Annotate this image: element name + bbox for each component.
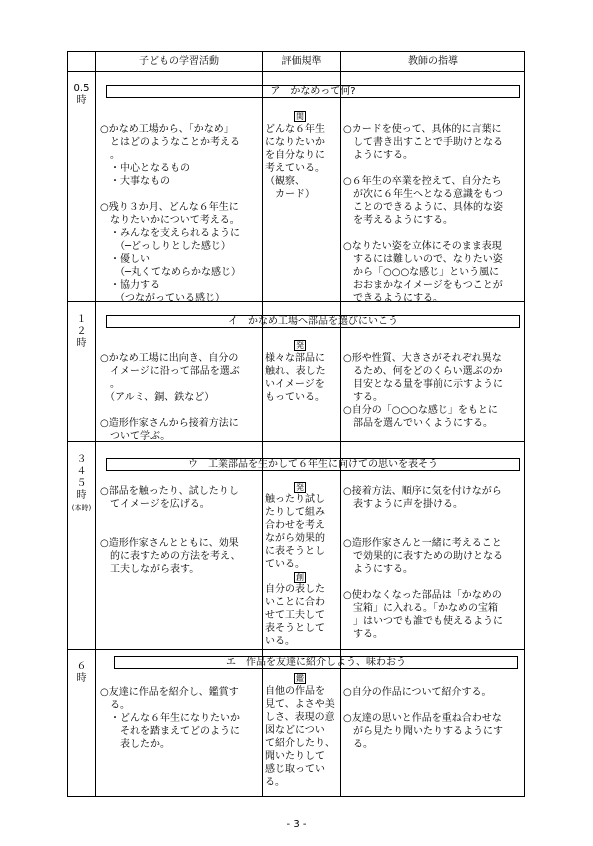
time-line: 時 <box>76 490 87 501</box>
time-line: ３ <box>76 454 87 465</box>
time-line: １ <box>76 314 87 325</box>
page-number: - 3 - <box>286 819 307 830</box>
row-divider <box>68 71 524 72</box>
activity-text: ○友達に作品を紹介し、鑑賞す る。 ・どんな６年生になりたいか それを踏まえてどのように 表したか。 <box>100 687 240 750</box>
section-title: ウ 工業部品を生かして６年生に向けての思いを表そう <box>106 458 520 471</box>
header-teacher: 教師の指導 <box>408 56 458 67</box>
header-criteria: 評価規準 <box>281 56 322 67</box>
activity-text: ○部品を触ったり、試したりし てイメージを広げる。 ○造形作家さんとともに、効果 的に表すための方法を考え、 工夫しながら表す。 <box>100 486 241 575</box>
criteria-text: 触ったり試し たりして組み 合わせを考え ながら効果的 に表そうとし ている。 <box>265 494 325 570</box>
section-time <box>68 83 95 107</box>
column-divider <box>95 52 96 796</box>
column-divider <box>340 52 341 796</box>
time-line: 時 <box>76 673 87 684</box>
time-line: ２ <box>76 326 87 337</box>
section-time <box>68 454 95 514</box>
eval-badge: 発 <box>296 341 304 350</box>
time-line: ４ <box>76 466 87 477</box>
header-activities: 子どもの学習活動 <box>139 56 219 67</box>
activity-text: ○かなめ工場から、「かなめ」 とはどのようなことか考える 。 ・中心となるもの ・大事なもの ○残り３か月、どんな６年生に なりたいかについて考える。 ・みんなを支えられるように （─どっしりとした感じ） ・優しい （─丸くてなめらかな感じ） ・協力する （つながっている感じ） <box>100 124 242 304</box>
section-title: ア かなめって何? <box>106 85 520 98</box>
column-divider <box>262 52 263 796</box>
activity-text: ○かなめ工場に出向き、自分の イメージに沿って部品を選ぶ 。 （アルミ、銅、鉄など） ○造形作家さんから接着方法に ついて学ぶ。 <box>100 353 240 442</box>
teacher-text: ○形や性質、大きさがそれぞれ異な るため、何をどのくらい選ぶのか 目安となる量を事前に示すように する。 ○自分の「○○○な感じ」をもとに 部品を選んでいくようにする。 <box>343 353 503 429</box>
time-note: (本時) <box>71 504 92 512</box>
eval-badge: 発 <box>296 483 304 492</box>
eval-badge: 鑑 <box>296 674 304 683</box>
eval-badge: 関 <box>296 112 304 121</box>
criteria-text: 自分の表した いことに合わ せて工夫して 表そうとして いる。 <box>265 584 325 647</box>
time-line: 時 <box>76 95 87 106</box>
time-line: 時 <box>76 338 87 349</box>
teacher-text: ○接着方法、順序に気を付けながら 表すように声を掛ける。 ○造形作家さんと一緒に考えること で効果的に表すための助けとなる ようにする。 ○使わなくなった部品は「かなめの 宝箱」に入れる。「かなめの宝箱 」はいつでも誰でも使えるように する。 <box>343 486 503 640</box>
eval-badge: 創 <box>296 573 304 582</box>
row-divider <box>68 649 524 650</box>
section-title: エ 作品を友達に紹介しよう、味わおう <box>114 656 518 669</box>
section-title: イ かなめ工場へ部品を選びにいこう <box>106 315 520 328</box>
criteria-text: どんな６年生 になりたいか を自分なりに 考えている。 （観察、 カード） <box>265 124 325 200</box>
criteria-text: 自他の作品を 見て、よさや美 しさ、表現の意 図などについ て紹介したり、 聞いたりして 感じ取ってい る。 <box>265 686 335 788</box>
criteria-text: 様々な部品に 触れ、表した いイメージを もっている。 <box>265 353 326 403</box>
time-line: ５ <box>76 478 87 489</box>
time-line: ６ <box>76 661 87 672</box>
section-time <box>68 661 95 685</box>
teacher-text: ○カードを使って、具体的に言葉に して書き出すことで手助けとなる ようにする。 ○６年生の卒業を控えて、自分たち が次に６年生へとなる意識をもつ ことのできるように、具体的な姿 を考えるようにする。 ○なりたい姿を立体にそのまま表現 するには難しいので、なりたい姿 から「○○○な感じ」という風に おおまかなイメージをもつことが できるようにする。 <box>343 124 503 304</box>
section-time <box>68 314 95 350</box>
time-line: 0.5 <box>73 83 90 94</box>
lesson-plan-table <box>67 51 525 797</box>
teacher-text: ○自分の作品について紹介する。 ○友達の思いと作品を重ね合わせな がら見たり聞いたりするようにす る。 <box>343 687 503 750</box>
